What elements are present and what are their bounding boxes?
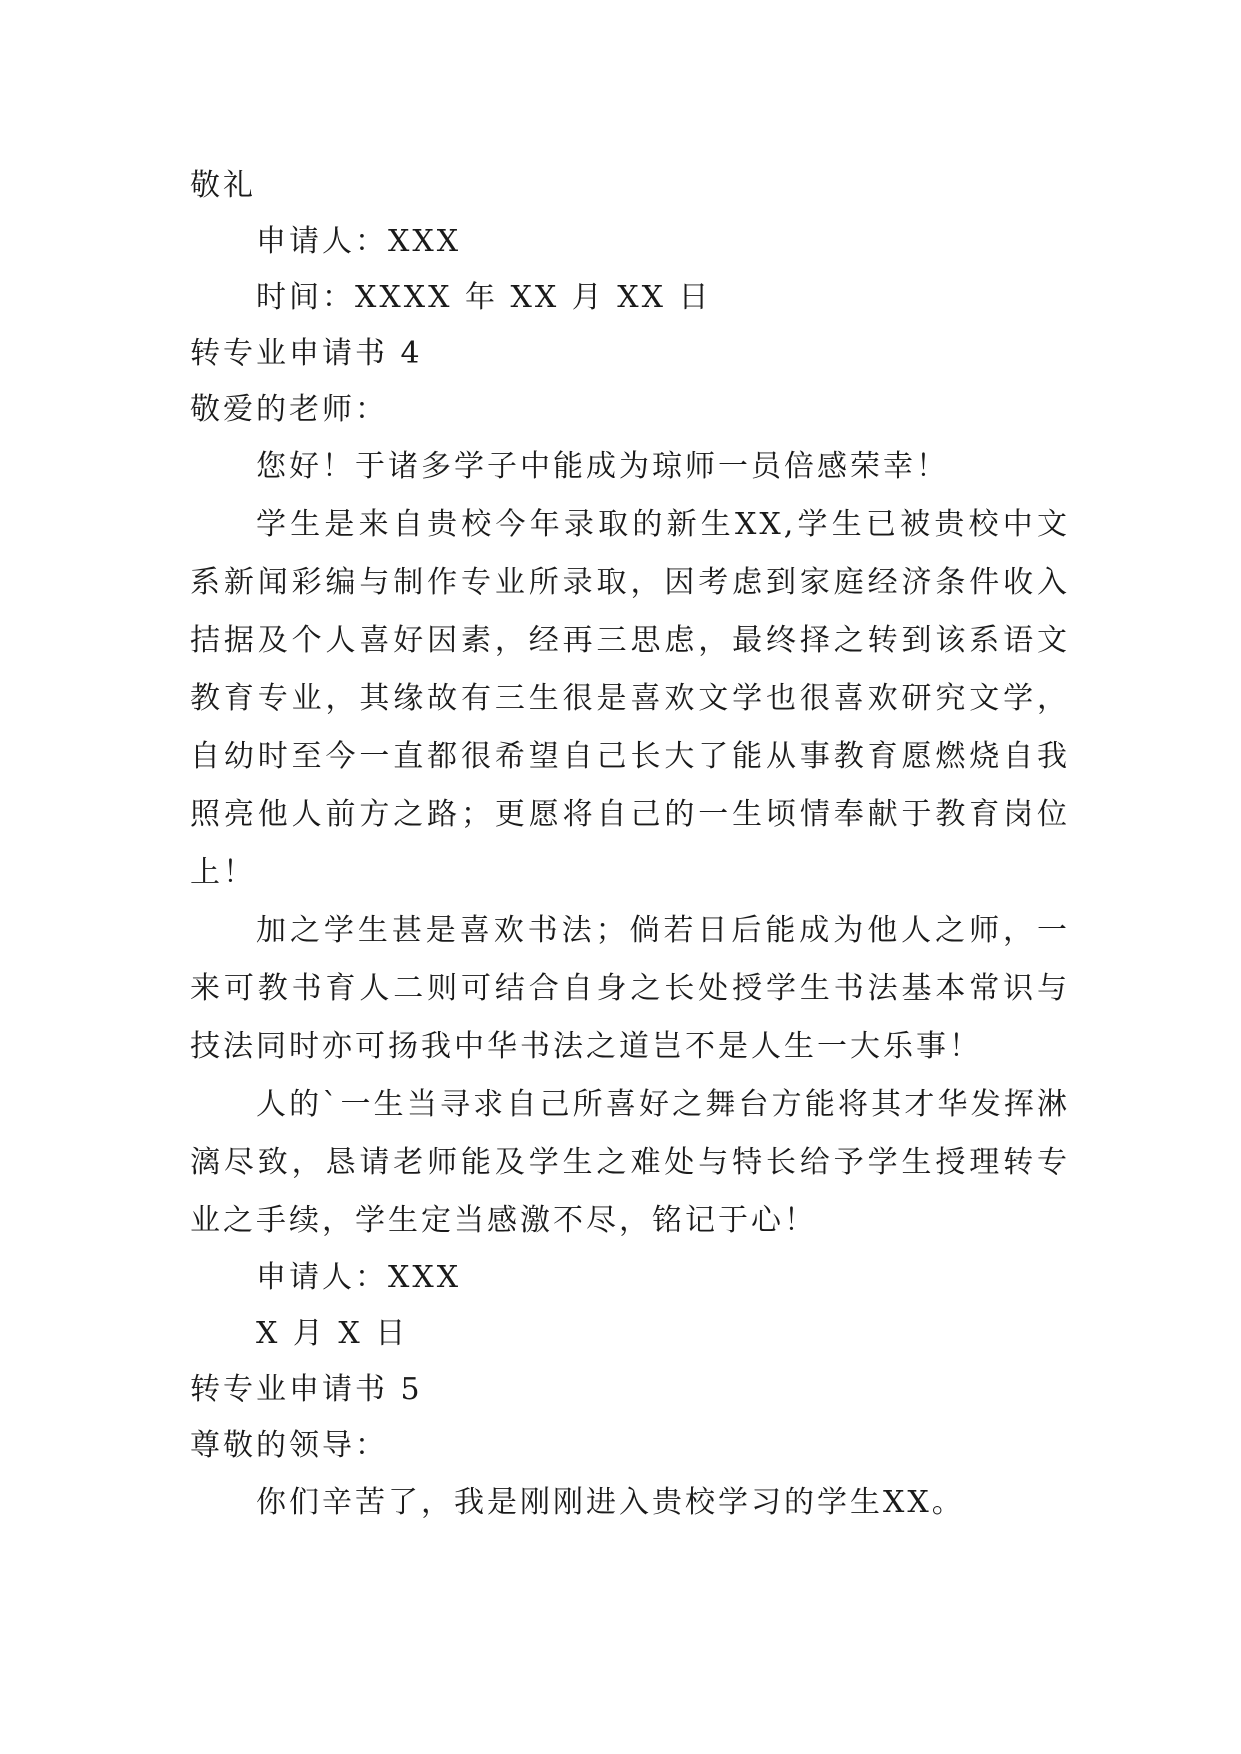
- applicant-line: 申请人：XXX: [256, 224, 462, 259]
- date-line: 时间：XXXX 年 XX 月 XX 日: [256, 280, 712, 315]
- paragraph: 您好！于诸多学子中能成为琼师一员倍感荣幸！: [256, 449, 949, 484]
- letter-title: 转专业申请书 4: [190, 336, 423, 371]
- closing-text: 敬礼: [190, 168, 256, 203]
- applicant-line: 申请人：XXX: [256, 1260, 462, 1295]
- document-body: [190, 158, 1070, 1532]
- paragraph: 学生是来自贵校今年录取的新生XX,学生已被贵校中文系新闻彩编与制作专业所录取，因考虑到家庭经济条件收入拮据及个人喜好因素，经再三思虑，最终择之转到该系语文教育专业，其缘故有三生很是喜欢文学也很喜欢研究文学，自幼时至今一直都很希望自己长大了能从事教育愿燃烧自我照亮他人前方之路；更愿将自己的一生顷情奉献于教育岗位上！: [190, 507, 1070, 890]
- paragraph: 人的`一生当寻求自己所喜好之舞台方能将其才华发挥淋漓尽致，恳请老师能及学生之难处与特长给予学生授理转专业之手续，学生定当感激不尽，铭记于心！: [190, 1087, 1070, 1238]
- date-line: X 月 X 日: [256, 1316, 409, 1351]
- letter-title: 转专业申请书 5: [190, 1372, 423, 1407]
- paragraph: 加之学生甚是喜欢书法；倘若日后能成为他人之师，一来可教书育人二则可结合自身之长处授学生书法基本常识与技法同时亦可扬我中华书法之道岂不是人生一大乐事！: [190, 913, 1070, 1064]
- salutation: 尊敬的领导：: [190, 1428, 388, 1463]
- salutation: 敬爱的老师：: [190, 392, 388, 427]
- paragraph: 你们辛苦了，我是刚刚进入贵校学习的学生XX。: [256, 1485, 965, 1520]
